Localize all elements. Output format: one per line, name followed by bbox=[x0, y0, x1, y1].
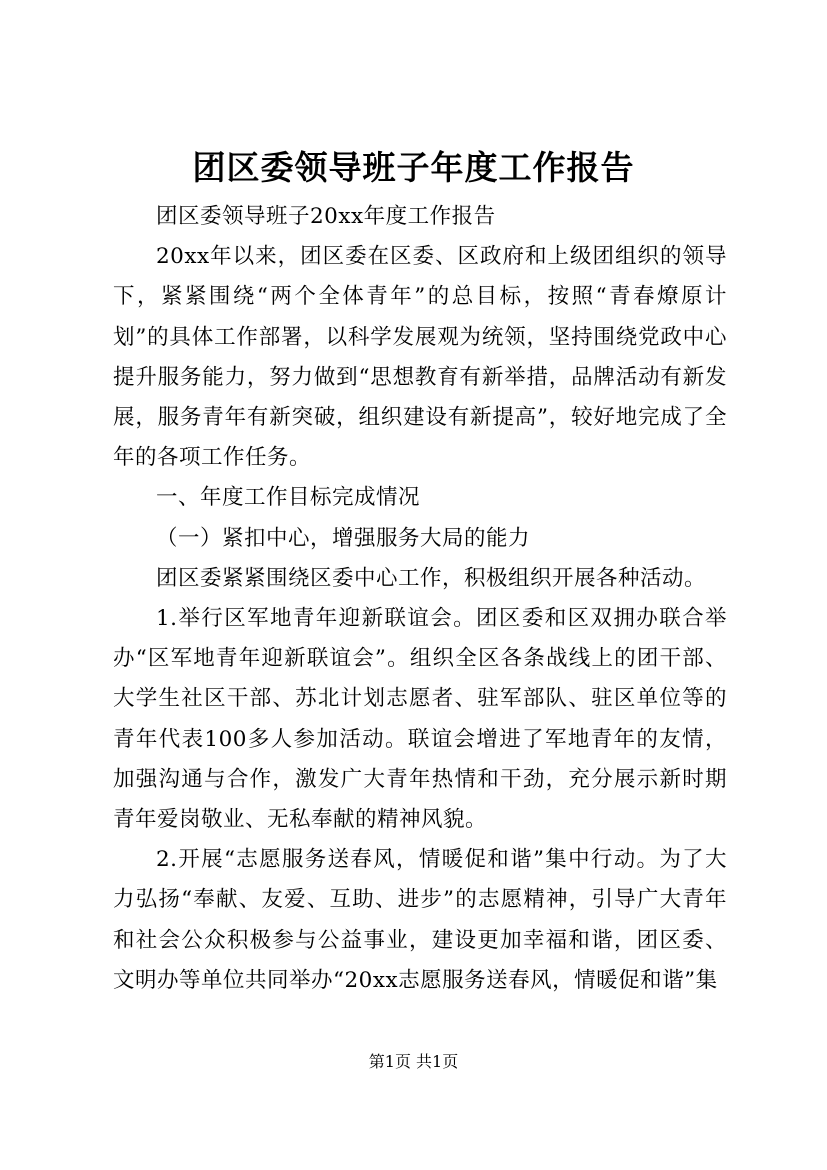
document-body bbox=[113, 197, 727, 1001]
subtitle-paragraph: 团区委领导班子20xx年度工作报告 bbox=[156, 204, 496, 229]
body-paragraph: 团区委紧紧围绕区委中心工作，积极组织开展各种活动。 bbox=[156, 565, 707, 591]
intro-paragraph: 20xx年以来，团区委在区委、区政府和上级团组织的领导下，紧紧围绕“两个全体青年”的总目标，按照“青春燎原计划”的具体工作部署，以科学发展观为统领，坚持围绕党政中心提升服务能力，努力做到“思想教育有新举措，品牌活动有新发展，服务青年有新突破，组织建设有新提高”，较好地完成了全年的各项工作任务。 bbox=[113, 244, 727, 471]
section-heading: 一、年度工作目标完成情况 bbox=[156, 485, 421, 511]
body-paragraph: 1.举行区军地青年迎新联谊会。团区委和区双拥办联合举办“区军地青年迎新联谊会”。组织全区各条战线上的团干部、大学生社区干部、苏北计划志愿者、驻军部队、驻区单位等的青年代表100多人参加活动。联谊会增进了军地青年的友情，加强沟通与合作，激发广大青年热情和干劲，充分展示新时期青年爱岗敬业、无私奉献的精神风貌。 bbox=[113, 606, 727, 833]
body-paragraph: 2.开展“志愿服务送春风，情暖促和谐”集中行动。为了大力弘扬“奉献、友爱、互助、进步”的志愿精神，引导广大青年和社会公众积极参与公益事业，建设更加幸福和谐，团区委、文明办等单位共同举办“20xx志愿服务送春风，情暖促和谐”集 bbox=[113, 847, 727, 993]
page-number: 第1页 共1页 bbox=[368, 1052, 459, 1071]
subsection-heading: （一）紧扣中心，增强服务大局的能力 bbox=[156, 525, 531, 551]
document-title: 团区委领导班子年度工作报告 bbox=[192, 148, 635, 187]
